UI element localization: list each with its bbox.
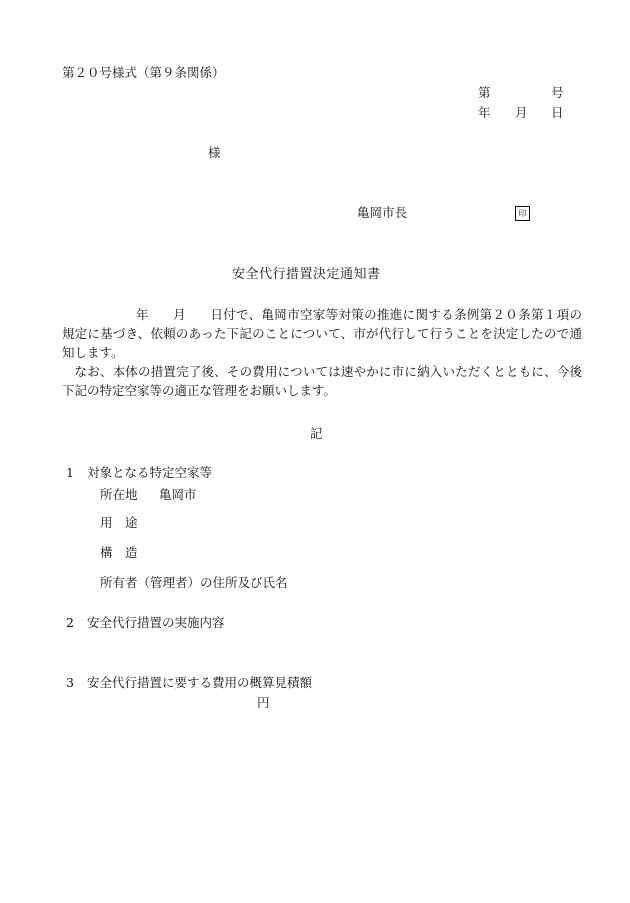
location-value: 亀岡市 (159, 487, 197, 502)
form-header: 第２０号様式（第９条関係） (62, 65, 225, 80)
cost-unit: 円 (257, 695, 270, 710)
date-day: 日 (551, 105, 564, 120)
addressee-suffix: 様 (208, 145, 221, 160)
date-year: 年 (478, 105, 491, 120)
ki-heading: 記 (310, 426, 323, 441)
seal-icon: 印 (515, 206, 530, 221)
section-3-number: 3 (66, 675, 74, 690)
section-1-heading: 対象となる特定空家等 (87, 465, 213, 480)
issuer-title: 亀岡市長 (357, 205, 408, 220)
section-2-number: 2 (66, 615, 74, 630)
location-label: 所在地 (100, 487, 138, 502)
doc-number-dai: 第 (478, 85, 491, 100)
body-paragraph-2: なお、本体の措置完了後、その費用については速やかに市に納入いただくとともに、今後下記の特定空家等の適正な管理をお願いします。 (62, 364, 582, 398)
structure-label: 構 造 (100, 545, 138, 560)
owner-label: 所有者（管理者）の住所及び氏名 (100, 575, 288, 590)
date-month: 月 (515, 105, 528, 120)
use-label: 用 途 (100, 515, 138, 530)
document-title: 安全代行措置決定通知書 (232, 267, 381, 282)
issuer-seal (515, 206, 530, 221)
section-3-heading: 安全代行措置に要する費用の概算見積額 (87, 675, 313, 690)
para1-text: 日付で、亀岡市空家等対策の推進に関する条例第２０条第１項の規定に基づき、依頼のあった下記のことについて、市が代行して行うことを決定したので通知します。 (62, 307, 582, 360)
section-2-heading: 安全代行措置の実施内容 (87, 615, 225, 630)
para1-year: 年 (136, 307, 149, 322)
doc-number-gou: 号 (551, 85, 564, 100)
body-paragraph-1 (62, 305, 582, 362)
para1-month: 月 (172, 307, 187, 322)
section-1-number: 1 (66, 465, 74, 480)
